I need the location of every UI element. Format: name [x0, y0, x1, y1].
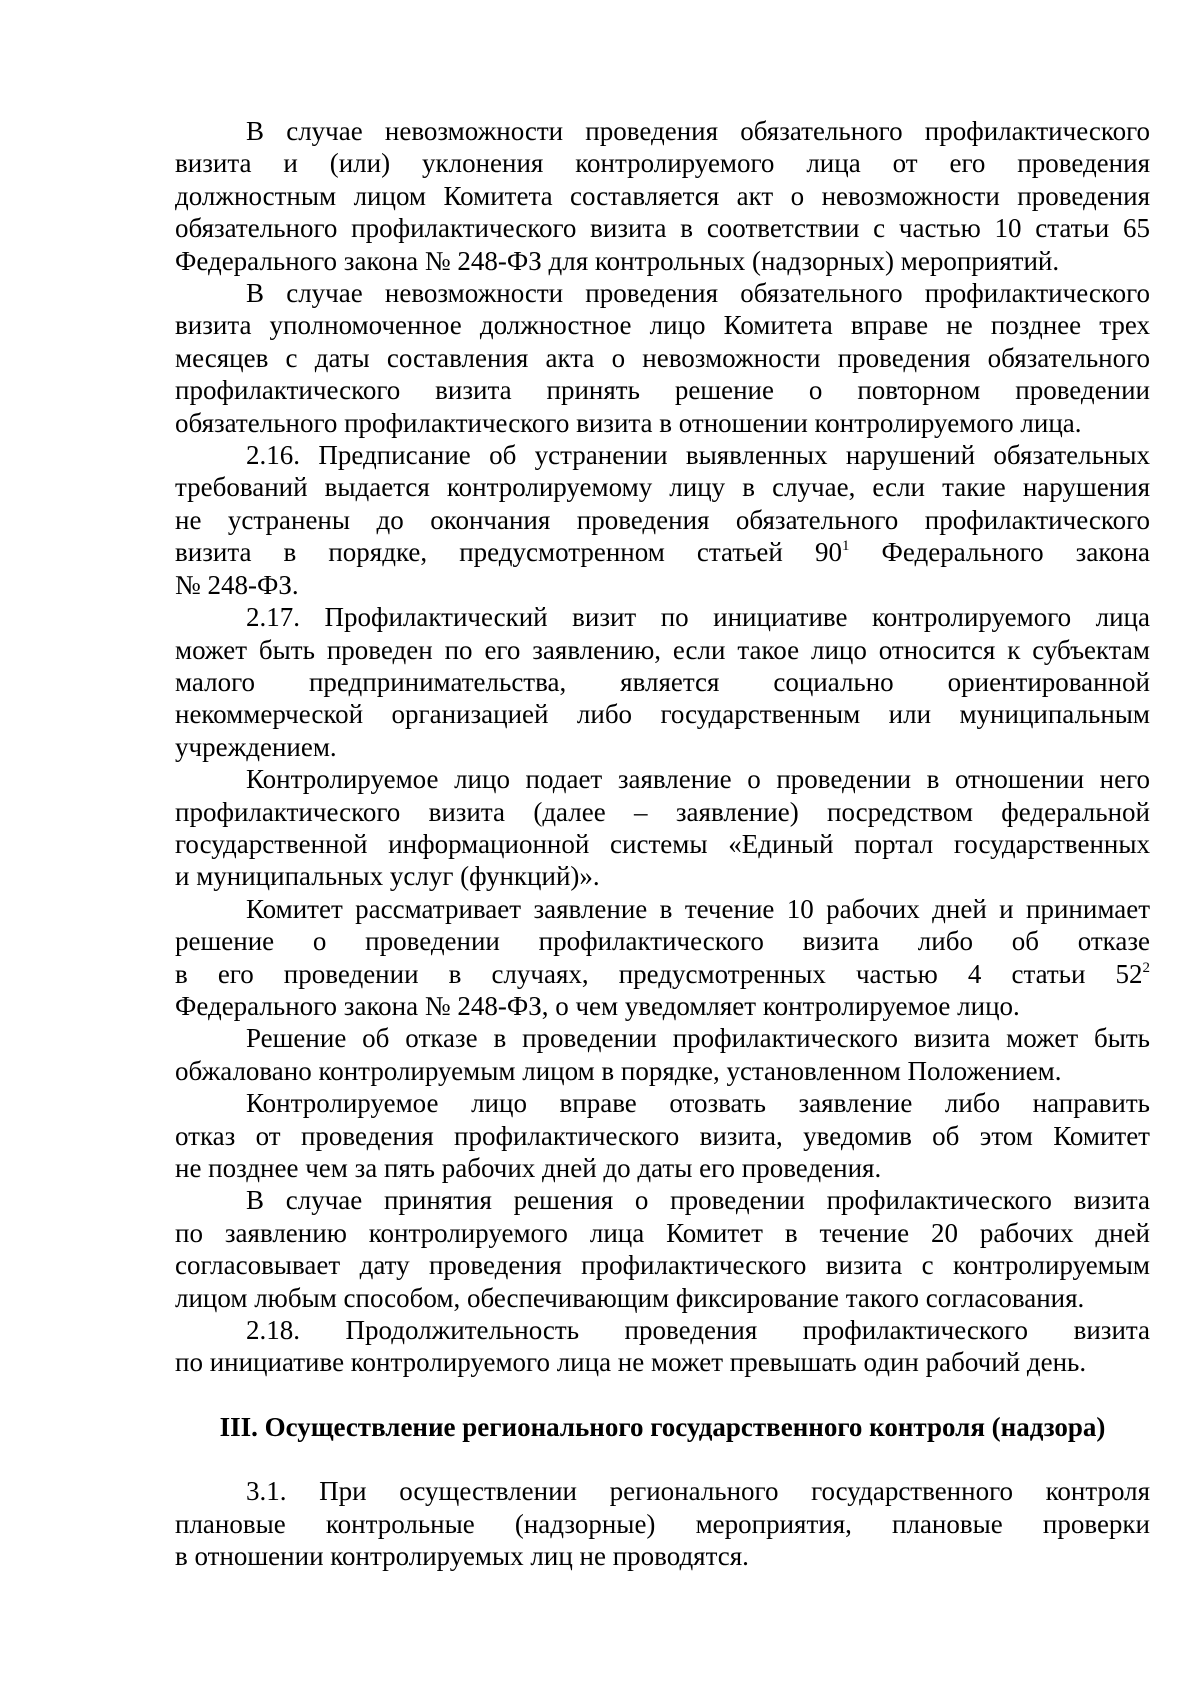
paragraph	[175, 1184, 1150, 1314]
text-line: согласовывает дату проведения профилактического визита с контролируемым	[175, 1250, 1150, 1281]
text-line: профилактического визита (далее – заявление) посредством федеральной	[175, 796, 1150, 827]
text-line: 2.18. Продолжительность проведения профилактического визита	[246, 1315, 1150, 1346]
text-line: требований выдается контролируемому лицу в случае, если такие нарушения	[175, 472, 1150, 503]
text-line: не устранены до окончания проведения обязательного профилактического	[175, 504, 1150, 535]
text-line: и муниципальных услуг (функций)».	[175, 861, 600, 892]
text-line: В случае невозможности проведения обязательного профилактического	[246, 116, 1150, 146]
text-segment: Федерального закона	[849, 537, 1150, 568]
paragraph	[175, 277, 1150, 439]
text-line: плановые контрольные (надзорные) мероприятия, плановые проверки	[175, 1508, 1150, 1539]
text-line: обжаловано контролируемым лицом в порядке, установленном Положением.	[175, 1055, 1062, 1086]
text-line: по инициативе контролируемого лица не может превышать один рабочий день.	[175, 1347, 1087, 1378]
text-line: Федерального закона № 248-ФЗ для контрольных (надзорных) мероприятий.	[175, 245, 1060, 276]
text-line: малого предпринимательства, является социально ориентированной	[175, 666, 1150, 697]
text-line: по заявлению контролируемого лица Комитет в течение 20 рабочих дней	[175, 1217, 1150, 1248]
text-line: В случае невозможности проведения обязательного профилактического	[246, 278, 1150, 309]
paragraph-2-16	[175, 439, 1150, 601]
text-segment: в его проведении в случаях, предусмотренных частью 4 статьи 52	[175, 958, 1143, 989]
text-line: обязательного профилактического визита в отношении контролируемого лица.	[175, 407, 1082, 438]
paragraph-2-17	[175, 601, 1150, 763]
text-line: в отношении контролируемых лиц не проводятся.	[175, 1541, 749, 1572]
paragraph-2-18	[175, 1314, 1150, 1379]
paragraph	[175, 115, 1150, 277]
text-line: № 248-ФЗ.	[175, 569, 299, 600]
text-line: должностным лицом Комитета составляется акт о невозможности проведения	[175, 180, 1150, 211]
text-line: некоммерческой организацией либо государственным или муниципальным	[175, 699, 1150, 730]
text-line: Федерального закона № 248-ФЗ, о чем уведомляет контролируемое лицо.	[175, 990, 1020, 1021]
superscript: 2	[1142, 959, 1150, 976]
paragraph	[175, 893, 1150, 1023]
text-line: 3.1. При осуществлении регионального государственного контроля	[246, 1476, 1150, 1507]
text-line: визита и (или) уклонения контролируемого лица от его проведения	[175, 148, 1150, 179]
text-line: учреждением.	[175, 731, 337, 762]
text-line: 2.17. Профилактический визит по инициативе контролируемого лица	[246, 602, 1150, 633]
paragraph-3-1	[175, 1475, 1150, 1572]
text-line	[175, 536, 1150, 568]
text-line: Контролируемое лицо вправе отозвать заявление либо направить	[246, 1088, 1150, 1119]
text-line: обязательного профилактического визита в соответствии с частью 10 статьи 65	[175, 213, 1150, 244]
text-line: не позднее чем за пять рабочих дней до даты его проведения.	[175, 1153, 882, 1183]
paragraph	[175, 1087, 1150, 1184]
paragraph	[175, 1022, 1150, 1087]
text-line: профилактического визита принять решение о повторном проведении	[175, 375, 1150, 406]
text-line: 2.16. Предписание об устранении выявленных нарушений обязательных	[246, 440, 1150, 471]
document-page	[175, 115, 1150, 1572]
text-line: лицом любым способом, обеспечивающим фиксирование такого согласования.	[175, 1282, 1085, 1313]
text-line: Комитет рассматривает заявление в течение 10 рабочих дней и принимает	[246, 893, 1150, 924]
text-line: месяцев с даты составления акта о невозможности проведения обязательного	[175, 342, 1150, 373]
text-segment: визита в порядке, предусмотренном статьей 90	[175, 537, 842, 568]
text-line: Контролируемое лицо подает заявление о проведении в отношении него	[246, 764, 1150, 795]
text-line: государственной информационной системы «Единый портал государственных	[175, 828, 1150, 859]
text-line: решение о проведении профилактического визита либо об отказе	[175, 926, 1150, 957]
text-line: В случае принятия решения о проведении профилактического визита	[246, 1185, 1150, 1216]
section-heading: III. Осуществление регионального государственного контроля (надзора)	[219, 1411, 1106, 1442]
text-line: отказ от проведения профилактического визита, уведомив об этом Комитет	[175, 1120, 1150, 1151]
text-line	[175, 958, 1150, 990]
text-line: может быть проведен по его заявлению, если такое лицо относится к субъектам	[175, 634, 1150, 665]
text-line: Решение об отказе в проведении профилактического визита может быть	[246, 1023, 1150, 1054]
text-line: визита уполномоченное должностное лицо Комитета вправе не позднее трех	[175, 310, 1150, 341]
superscript: 1	[841, 538, 850, 555]
paragraph	[175, 763, 1150, 893]
